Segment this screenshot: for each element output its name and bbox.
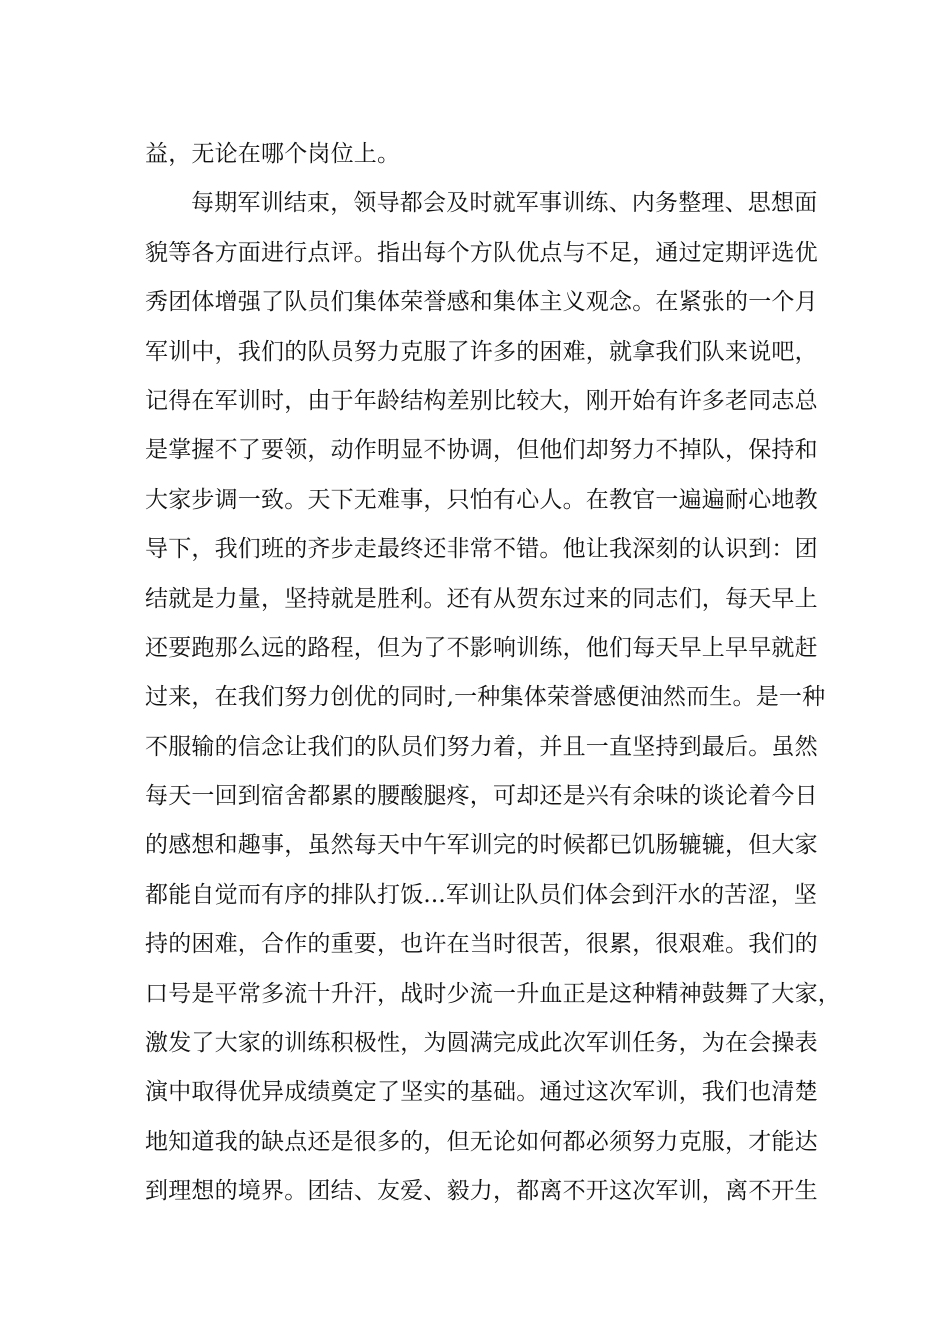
text-line: 持的困难，合作的重要，也许在当时很苦，很累，很艰难。我们的 — [145, 931, 818, 958]
text-line: 每天一回到宿舍都累的腰酸腿疼，可却还是兴有余味的谈论着今日 — [145, 783, 818, 810]
text-line: 益，无论在哪个岗位上。 — [145, 141, 401, 167]
text-line: 过来，在我们努力创优的同时,一种集体荣誉感便油然而生。是一种 — [145, 684, 826, 711]
text-line: 秀团体增强了队员们集体荣誉感和集体主义观念。在紧张的一个月 — [145, 289, 818, 316]
text-line: 导下，我们班的齐步走最终还非常不错。他让我深刻的认识到：团 — [145, 536, 818, 563]
text-line: 貌等各方面进行点评。指出每个方队优点与不足，通过定期评选优 — [145, 239, 818, 266]
text-line: 军训中，我们的队员努力克服了许多的困难，就拿我们队来说吧， — [145, 338, 818, 365]
text-line: 结就是力量，坚持就是胜利。还有从贺东过来的同志们，每天早上 — [145, 585, 818, 612]
text-line: 的感想和趣事，虽然每天中午军训完的时候都已饥肠辘辘，但大家 — [145, 832, 818, 859]
body-text — [145, 130, 845, 1217]
text-line: 不服输的信念让我们的队员们努力着，并且一直坚持到最后。虽然 — [145, 733, 818, 760]
text-line: 口号是平常多流十升汗，战时少流一升血正是这种精神鼓舞了大家， — [145, 980, 841, 1007]
text-line: 演中取得优异成绩奠定了坚实的基础。通过这次军训，我们也清楚 — [145, 1079, 818, 1106]
text-line: 地知道我的缺点还是很多的，但无论如何都必须努力克服，才能达 — [145, 1128, 818, 1155]
text-line: 到理想的境界。团结、友爱、毅力，都离不开这次军训，离不开生 — [145, 1178, 818, 1205]
text-line: 都能自觉而有序的排队打饭...军训让队员们体会到汗水的苦涩，坚 — [145, 881, 818, 908]
text-line: 记得在军训时，由于年龄结构差别比较大，刚开始有许多老同志总 — [145, 387, 818, 414]
text-line: 大家步调一致。天下无难事，只怕有心人。在教官一遍遍耐心地教 — [145, 486, 818, 513]
text-line: 激发了大家的训练积极性，为圆满完成此次军训任务，为在会操表 — [145, 1030, 818, 1057]
paragraph-first-line: 每期军训结束，领导都会及时就军事训练、内务整理、思想面 — [191, 190, 818, 217]
text-line: 是掌握不了要领，动作明显不协调，但他们却努力不掉队，保持和 — [145, 437, 818, 464]
text-line: 还要跑那么远的路程，但为了不影响训练，他们每天早上早早就赶 — [145, 634, 818, 661]
